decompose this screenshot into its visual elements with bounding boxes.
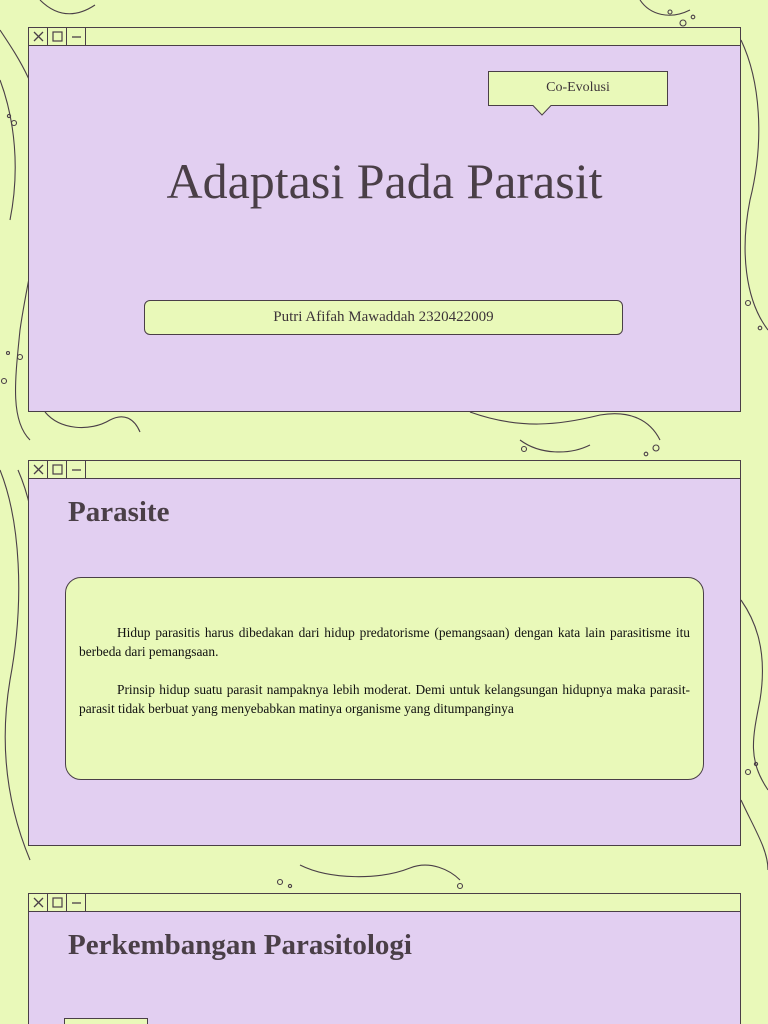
maximize-button[interactable] (48, 894, 67, 911)
close-button[interactable] (29, 28, 48, 45)
slide-body (29, 912, 740, 1024)
minimize-button[interactable] (67, 461, 86, 478)
slide-heading: Parasite (68, 496, 170, 528)
paragraph: Prinsip hidup suatu parasit nampaknya lebih moderat. Demi untuk kelangsungan hidupnya maka parasit-parasit tidak berbuat yang menyebabkan matinya organisme yang ditumpanginya (79, 682, 690, 716)
close-button[interactable] (29, 894, 48, 911)
slide-heading: Perkembangan Parasitologi (68, 929, 412, 961)
maximize-icon (52, 464, 63, 475)
slide-window-parasite (28, 460, 741, 846)
maximize-icon (52, 31, 63, 42)
topic-tag-label: Co-Evolusi (546, 80, 610, 95)
close-icon (33, 31, 44, 42)
close-icon (33, 464, 44, 475)
maximize-button[interactable] (48, 461, 67, 478)
close-button[interactable] (29, 461, 48, 478)
window-title-bar (29, 28, 740, 46)
slide-window-title (28, 27, 741, 412)
presentation-title: Adaptasi Pada Parasit (166, 153, 603, 209)
topic-tag (488, 71, 668, 105)
minimize-icon (71, 464, 82, 475)
minimize-button[interactable] (67, 28, 86, 45)
close-icon (33, 897, 44, 908)
slide-body (29, 46, 740, 411)
slide-body (29, 479, 740, 845)
minimize-icon (71, 897, 82, 908)
minimize-icon (71, 31, 82, 42)
maximize-icon (52, 897, 63, 908)
paragraph: Hidup parasitis harus dibedakan dari hidup predatorisme (pemangsaan) dengan kata lain parasitisme itu berbeda dari pemangsaan. (79, 625, 690, 659)
content-box-partial (64, 1018, 148, 1024)
minimize-button[interactable] (67, 894, 86, 911)
slide-window-perkembangan (28, 893, 741, 1024)
content-box (65, 577, 704, 780)
window-title-bar (29, 894, 740, 912)
author-info: Putri Afifah Mawaddah 2320422009 (144, 300, 623, 335)
window-title-bar (29, 461, 740, 479)
maximize-button[interactable] (48, 28, 67, 45)
